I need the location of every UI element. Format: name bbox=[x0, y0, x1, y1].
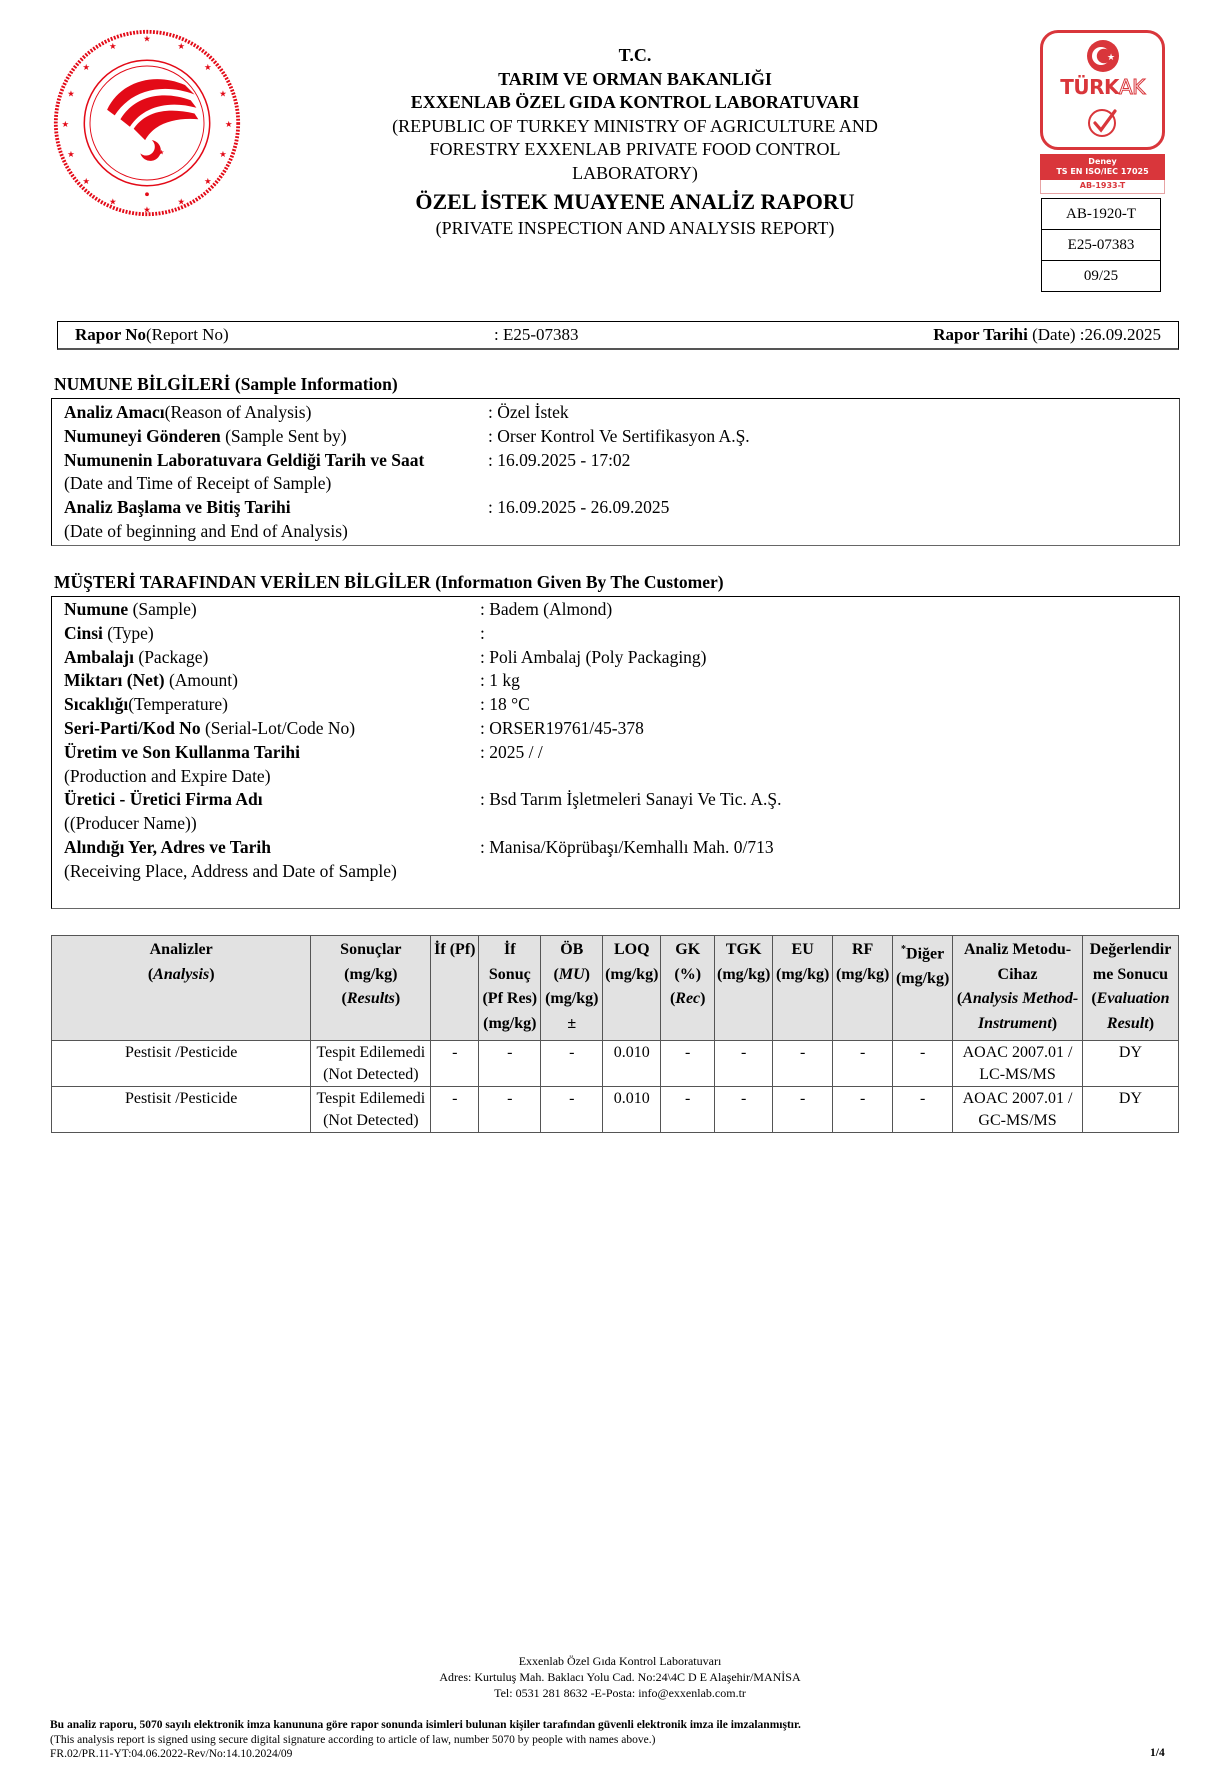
cell-loq: 0.010 bbox=[603, 1087, 661, 1133]
col-other: *Diğer (mg/kg) bbox=[893, 936, 953, 1041]
header-block bbox=[340, 44, 930, 241]
col-evaluation: Değerlendir me Sonucu (Evaluation Result) bbox=[1082, 936, 1178, 1041]
info-row-value: : Orser Kontrol Ve Sertifikasyon A.Ş. bbox=[488, 425, 750, 446]
footer-signature-note bbox=[50, 1718, 801, 1762]
form-code: FR.02/PR.11-YT:04.06.2022-Rev/No:14.10.2024/09 bbox=[50, 1748, 293, 1760]
turkak-ab-code: AB-1933-T bbox=[1040, 180, 1165, 194]
info-row bbox=[52, 741, 1179, 765]
info-row bbox=[52, 425, 1179, 449]
info-row bbox=[52, 449, 1179, 473]
turkak-wordmark bbox=[1043, 75, 1162, 99]
svg-text:★: ★ bbox=[143, 34, 151, 45]
turkak-brand-a: TÜRK bbox=[1060, 75, 1119, 99]
table-header-row bbox=[52, 936, 1179, 1041]
info-row-label-en: (Date and Time of Receipt of Sample) bbox=[64, 473, 332, 494]
report-subtitle: (PRIVATE INSPECTION AND ANALYSIS REPORT) bbox=[435, 218, 835, 238]
info-row-label bbox=[64, 669, 238, 693]
code-period: 09/25 bbox=[1042, 260, 1160, 291]
info-row bbox=[52, 717, 1179, 741]
header-ministry: TARIM VE ORMAN BAKANLIĞI bbox=[498, 68, 772, 89]
cell-loq: 0.010 bbox=[603, 1041, 661, 1087]
table-row bbox=[52, 1087, 1179, 1133]
report-no-label-en: (Report No) bbox=[146, 325, 229, 344]
report-no-label bbox=[75, 322, 229, 348]
turkak-brand-b: AK bbox=[1118, 75, 1145, 99]
cell-rf: - bbox=[833, 1041, 893, 1087]
col-mu: ÖB (MU) (mg/kg) ± bbox=[541, 936, 603, 1041]
info-row bbox=[52, 598, 1179, 622]
info-row-label bbox=[64, 765, 271, 789]
info-row-value: : Poli Ambalaj (Poly Packaging) bbox=[480, 646, 707, 667]
check-icon bbox=[1086, 105, 1120, 139]
col-rf: RF (mg/kg) bbox=[833, 936, 893, 1041]
svg-text:★: ★ bbox=[224, 119, 233, 130]
report-no-label-bold: Rapor No bbox=[75, 325, 146, 344]
info-row-label-en: (Date of beginning and End of Analysis) bbox=[64, 520, 348, 541]
info-row-label-bold: Üretici - Üretici Firma Adı bbox=[64, 789, 263, 810]
cell-evaluation: DY bbox=[1082, 1041, 1178, 1087]
info-row-label-bold: Numune bbox=[64, 599, 129, 619]
cell-method: AOAC 2007.01 / GC-MS/MS bbox=[953, 1087, 1083, 1133]
info-row-label-en: (Amount) bbox=[164, 670, 238, 691]
info-row-label bbox=[64, 496, 291, 520]
info-row-label bbox=[64, 693, 228, 717]
svg-text:★: ★ bbox=[177, 41, 186, 52]
signature-note-tr: Bu analiz raporu, 5070 sayılı elektronik imza kanununa göre rapor sonunda isimleri bulunan kişiler tarafından güvenli elektronik imza ile imzalanmıştır. bbox=[50, 1719, 801, 1731]
info-row bbox=[52, 622, 1179, 646]
info-row-label bbox=[64, 425, 347, 449]
report-date-value: (Date) :26.09.2025 bbox=[1027, 325, 1161, 344]
sample-info-title: NUMUNE BİLGİLERİ (Sample Information) bbox=[54, 374, 398, 394]
turkak-band bbox=[1040, 154, 1165, 180]
report-no-value: : E25-07383 bbox=[494, 325, 579, 344]
info-row-label bbox=[64, 401, 311, 425]
info-row-value: : 18 °C bbox=[480, 694, 530, 715]
cell-pf: - bbox=[431, 1087, 479, 1133]
svg-text:★: ★ bbox=[82, 176, 91, 187]
info-row bbox=[52, 788, 1179, 812]
col-loq: LOQ (mg/kg) bbox=[603, 936, 661, 1041]
info-row bbox=[52, 401, 1179, 425]
cell-analysis: Pestisit /Pesticide bbox=[52, 1041, 311, 1087]
info-row-label bbox=[64, 717, 355, 741]
cell-method: AOAC 2007.01 / LC-MS/MS bbox=[953, 1041, 1083, 1087]
info-row-value: : 16.09.2025 - 17:02 bbox=[488, 449, 631, 470]
info-row-label bbox=[64, 520, 348, 544]
header-en-line3: LABORATORY) bbox=[572, 162, 698, 183]
info-row-label-bold: Analiz Başlama ve Bitiş Tarihi bbox=[64, 497, 291, 518]
header-en-line2: FORESTRY EXXENLAB PRIVATE FOOD CONTROL bbox=[429, 139, 841, 159]
code-lab: AB-1920-T bbox=[1066, 206, 1136, 222]
svg-text:★: ★ bbox=[219, 89, 227, 100]
ministry-seal-logo bbox=[52, 28, 242, 218]
info-row-value: : 1 kg bbox=[480, 670, 520, 691]
col-tgk: TGK (mg/kg) bbox=[715, 936, 773, 1041]
info-row-value: : Manisa/Köprübaşı/Kemhallı Mah. 0/713 bbox=[480, 836, 774, 857]
info-row-value: : Bsd Tarım İşletmeleri Sanayi Ve Tic. A.Ş. bbox=[480, 789, 782, 810]
code-report: E25-07383 bbox=[1042, 229, 1160, 260]
cell-pf-res: - bbox=[479, 1041, 541, 1087]
svg-text:★: ★ bbox=[67, 89, 75, 100]
cell-rf: - bbox=[833, 1087, 893, 1133]
header-tc: T.C. bbox=[618, 45, 652, 65]
footer-contact: Tel: 0531 281 8632 -E-Posta: info@exxenlab.com.tr bbox=[494, 1686, 746, 1700]
info-row-label-en: (Reason of Analysis) bbox=[164, 402, 312, 422]
cell-pf: - bbox=[431, 1041, 479, 1087]
info-row-label bbox=[64, 622, 154, 646]
info-row bbox=[52, 860, 1179, 884]
svg-text:★: ★ bbox=[1107, 53, 1116, 63]
cell-eu: - bbox=[773, 1087, 833, 1133]
cell-rec: - bbox=[661, 1087, 715, 1133]
info-row-label bbox=[64, 646, 208, 670]
col-pf-res: İf Sonuç (Pf Res) (mg/kg) bbox=[479, 936, 541, 1041]
svg-text:★: ★ bbox=[203, 62, 212, 73]
col-results: Sonuçlar (mg/kg) (Results) bbox=[311, 936, 431, 1041]
info-row-label-en: (Sample Sent by) bbox=[220, 425, 347, 446]
report-date bbox=[933, 322, 1161, 348]
col-pf: İf (Pf) bbox=[431, 936, 479, 1041]
info-row-label-bold: Alındığı Yer, Adres ve Tarih bbox=[64, 836, 271, 857]
cell-other: - bbox=[893, 1041, 953, 1087]
info-row-label bbox=[64, 598, 197, 622]
info-row bbox=[52, 646, 1179, 670]
info-row-label-bold: Üretim ve Son Kullanma Tarihi bbox=[64, 741, 300, 762]
info-row-value: : 2025 / / bbox=[480, 741, 543, 762]
col-eu: EU (mg/kg) bbox=[773, 936, 833, 1041]
info-row-label bbox=[64, 741, 300, 765]
footer-address: Adres: Kurtuluş Mah. Baklacı Yolu Cad. No:24\4C D E Alaşehir/MANİSA bbox=[439, 1670, 801, 1684]
svg-text:★: ★ bbox=[108, 41, 117, 52]
customer-info-box bbox=[51, 596, 1180, 909]
info-row-value: : 16.09.2025 - 26.09.2025 bbox=[488, 497, 670, 518]
turkak-band-line1: Deney bbox=[1088, 157, 1117, 166]
sample-info-box bbox=[51, 398, 1180, 546]
svg-text:★: ★ bbox=[203, 176, 212, 187]
info-row-value: : Badem (Almond) bbox=[480, 599, 613, 619]
info-row-label bbox=[64, 836, 271, 860]
svg-text:★: ★ bbox=[82, 62, 91, 73]
svg-text:★: ★ bbox=[108, 197, 117, 208]
info-row-value: : bbox=[480, 622, 485, 643]
col-rec: GK (%) (Rec) bbox=[661, 936, 715, 1041]
cell-rec: - bbox=[661, 1041, 715, 1087]
info-row-value: : ORSER19761/45-378 bbox=[480, 717, 644, 738]
info-row-label-en: (Receiving Place, Address and Date of Sample) bbox=[64, 860, 397, 881]
info-row bbox=[52, 765, 1179, 789]
cell-mu: - bbox=[541, 1087, 603, 1133]
info-row-label bbox=[64, 472, 331, 496]
info-row bbox=[52, 812, 1179, 836]
footer-lab-info bbox=[350, 1653, 890, 1701]
info-row-label bbox=[64, 860, 397, 884]
info-row-label bbox=[64, 812, 197, 836]
info-row-label-bold: Seri-Parti/Kod No bbox=[64, 717, 201, 738]
info-row-label bbox=[64, 788, 263, 812]
svg-text:★: ★ bbox=[158, 148, 165, 157]
cell-analysis: Pestisit /Pesticide bbox=[52, 1087, 311, 1133]
table-row bbox=[52, 1041, 1179, 1087]
header-en-line1: (REPUBLIC OF TURKEY MINISTRY OF AGRICULTURE AND bbox=[392, 115, 878, 136]
col-method: Analiz Metodu- Cihaz (Analysis Method- Instrument) bbox=[953, 936, 1083, 1041]
document-code-box bbox=[1041, 198, 1161, 292]
svg-text:★: ★ bbox=[177, 197, 186, 208]
info-row bbox=[52, 496, 1179, 520]
info-row-label-en: (Temperature) bbox=[128, 694, 229, 715]
customer-info-title: MÜŞTERİ TARAFINDAN VERİLEN BİLGİLER (Informatıon Given By The Customer) bbox=[54, 572, 724, 592]
cell-other: - bbox=[893, 1087, 953, 1133]
info-row-label-bold: Cinsi bbox=[64, 622, 103, 643]
info-row-label-bold: Miktarı (Net) bbox=[64, 670, 165, 691]
svg-text:★: ★ bbox=[219, 150, 227, 161]
svg-text:★: ★ bbox=[61, 119, 70, 130]
analysis-results-table bbox=[51, 935, 1179, 1133]
page-number: 1/4 bbox=[1150, 1747, 1165, 1759]
info-row-value: : Özel İstek bbox=[488, 402, 569, 422]
info-row-label-en: (Sample) bbox=[128, 599, 197, 619]
signature-note-en: (This analysis report is signed using secure digital signature according to article of law, number 5070 by people with names above.) bbox=[50, 1733, 656, 1746]
info-row-label bbox=[64, 449, 424, 473]
info-row-label-bold: Sıcaklığı bbox=[64, 694, 129, 715]
report-number-bar bbox=[57, 321, 1179, 350]
turkak-band-line2: TS EN ISO/IEC 17025 bbox=[1056, 167, 1149, 176]
info-row-label-bold: Numuneyi Gönderen bbox=[64, 425, 221, 446]
header-lab-name: EXXENLAB ÖZEL GIDA KONTROL LABORATUVARI bbox=[410, 92, 860, 112]
info-row-label-en: (Production and Expire Date) bbox=[64, 765, 271, 786]
cell-pf-res: - bbox=[479, 1087, 541, 1133]
info-row-label-en: ((Producer Name)) bbox=[64, 813, 197, 834]
info-row-label-en: (Package) bbox=[134, 646, 209, 667]
svg-text:★: ★ bbox=[143, 205, 151, 216]
cell-evaluation: DY bbox=[1082, 1087, 1178, 1133]
info-row-label-en: (Serial-Lot/Code No) bbox=[200, 717, 356, 738]
info-row-label-bold: Ambalajı bbox=[64, 646, 134, 667]
info-row bbox=[52, 669, 1179, 693]
info-row bbox=[52, 836, 1179, 860]
turkak-accreditation-logo bbox=[1040, 30, 1165, 194]
info-row-label-en: (Type) bbox=[102, 622, 154, 643]
col-analysis: Analizler (Analysis) bbox=[52, 936, 311, 1041]
info-row bbox=[52, 520, 1179, 544]
cell-mu: - bbox=[541, 1041, 603, 1087]
info-row-label-bold: Analiz Amacı bbox=[64, 402, 165, 422]
info-row bbox=[52, 693, 1179, 717]
footer-lab-name: Exxenlab Özel Gıda Kontrol Laboratuvarı bbox=[518, 1654, 722, 1668]
cell-tgk: - bbox=[715, 1087, 773, 1133]
turkak-frame bbox=[1040, 30, 1165, 150]
cell-result: Tespit Edilemedi (Not Detected) bbox=[311, 1041, 431, 1087]
info-row-label-bold: Numunenin Laboratuvara Geldiği Tarih ve Saat bbox=[64, 449, 425, 470]
report-title: ÖZEL İSTEK MUAYENE ANALİZ RAPORU bbox=[415, 189, 855, 214]
cell-tgk: - bbox=[715, 1041, 773, 1087]
cell-result: Tespit Edilemedi (Not Detected) bbox=[311, 1087, 431, 1133]
report-date-label-bold: Rapor Tarihi bbox=[933, 325, 1028, 344]
cell-eu: - bbox=[773, 1041, 833, 1087]
crescent-star-icon bbox=[1086, 39, 1120, 73]
info-row bbox=[52, 472, 1179, 496]
svg-text:★: ★ bbox=[67, 150, 75, 161]
